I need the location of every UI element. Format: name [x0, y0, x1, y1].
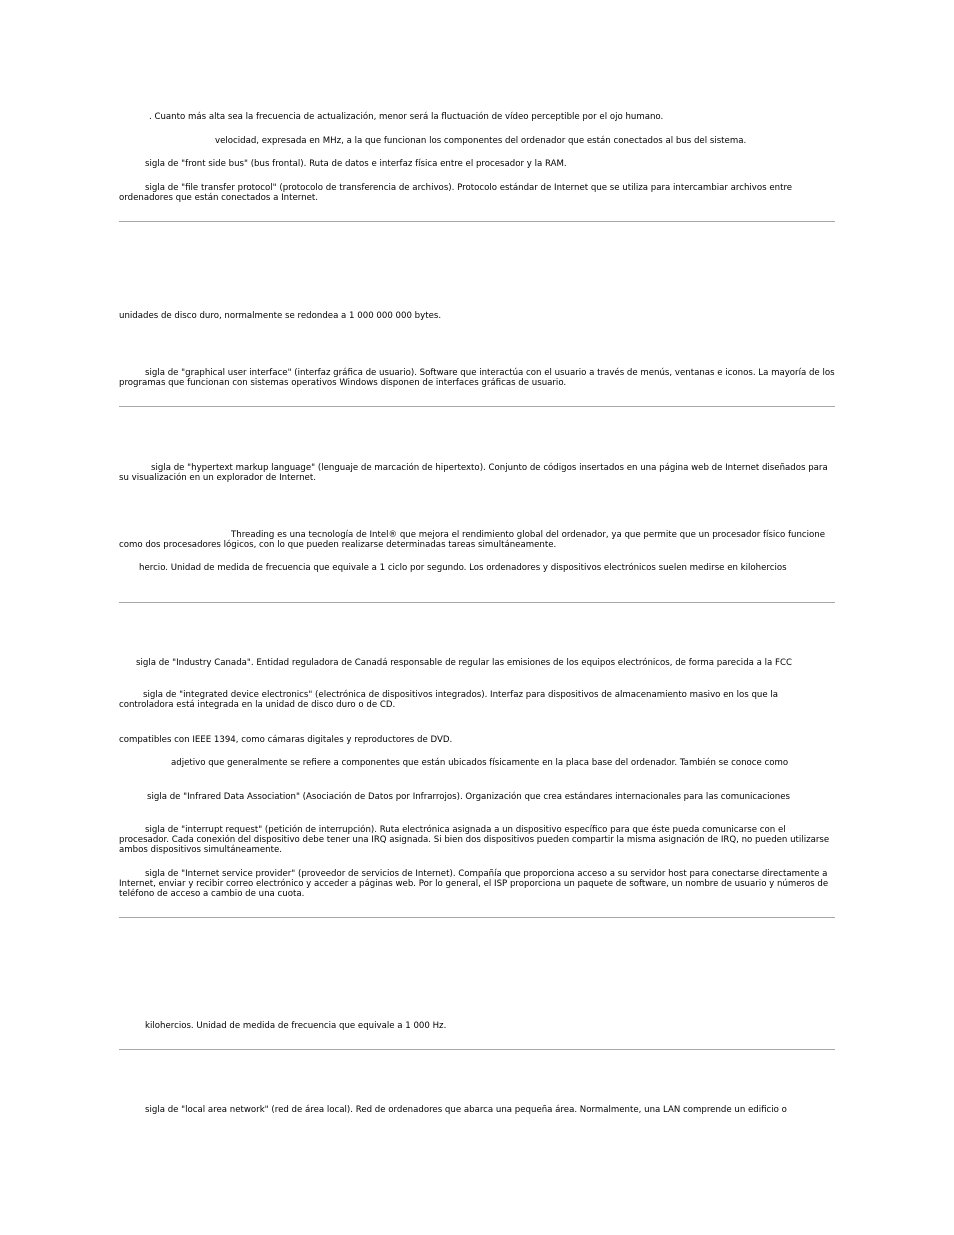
glossary-text: Cuanto más alta sea la frecuencia de actualización, menor será la fluctuación de vídeo perceptible por el ojo humano. — [154, 112, 664, 122]
glossary-entry-ieee-1394: compatibles con IEEE 1394, como cámaras digitales y reproductores de DVD. — [119, 735, 453, 745]
glossary-entry-khz: kilohercios. Unidad de medida de frecuencia que equivale a 1 000 Hz. — [145, 1021, 447, 1031]
section-divider — [119, 406, 835, 407]
glossary-entry-irda: sigla de "Infrared Data Association" (Asociación de Datos por Infrarrojos). Organización que crea estándares internacionales para las comunicaciones — [147, 792, 791, 802]
glossary-entry-gb: unidades de disco duro, normalmente se redondea a 1 000 000 000 bytes. — [119, 311, 442, 321]
glossary-entry-ide: sigla de "integrated device electronics" (electrónica de dispositivos integrados). Interfaz para dispositivos de almacenamiento masivo en los que la controladora está integrada en la unidad de disco duro o de CD. — [119, 690, 779, 711]
glossary-entry-hyper-threading: Threading es una tecnología de Intel® que mejora el rendimiento global del ordenador, ya que permite que un procesador físico funcione como dos procesadores lógicos, con lo que pueden realizarse determinadas tareas simultáneamente. — [119, 530, 826, 551]
glossary-entry-fsb: sigla de "front side bus" (bus frontal). Ruta de datos e interfaz física entre el procesador y la RAM. — [145, 159, 567, 169]
section-divider — [119, 602, 835, 603]
glossary-entry-gui: sigla de "graphical user interface" (interfaz gráfica de usuario). Software que interactúa con el usuario a través de menús, ventanas e iconos. La mayoría de los programas que funcionan con sistemas operativos Windows disponen de interfaces gráficas de usuario. — [119, 368, 835, 389]
glossary-entry-refresh-rate: . Cuanto más alta sea la frecuencia de actualización, menor será la fluctuación de vídeo perceptible por el ojo humano. — [149, 112, 664, 122]
section-divider — [119, 1049, 835, 1050]
glossary-entry-integrated: adjetivo que generalmente se refiere a componentes que están ubicados físicamente en la placa base del ordenador. También se conoce como — [171, 758, 789, 768]
glossary-entry-hz: hercio. Unidad de medida de frecuencia que equivale a 1 ciclo por segundo. Los ordenadores y dispositivos electrónicos suelen medirse en kilohercios — [139, 563, 787, 573]
glossary-entry-html: sigla de "hypertext markup language" (lenguaje de marcación de hipertexto). Conjunto de códigos insertados en una página web de Internet diseñados para su visualización en un explorador de Internet. — [119, 463, 828, 484]
glossary-entry-ftp: sigla de "file transfer protocol" (protocolo de transferencia de archivos). Protocolo estándar de Internet que se utiliza para intercambiar archivos entre ordenadores que están conectados a Internet. — [119, 183, 793, 204]
glossary-entry-isp: sigla de "Internet service provider" (proveedor de servicios de Internet). Compañía que proporciona acceso a su servidor host para conectarse directamente a Internet, enviar y recibir correo electrónico y acceder a páginas web. Por lo general, el ISP proporciona un paquete de software, un nombre de usuario y números de teléfono de acceso a cambio de una cuota. — [119, 869, 829, 900]
glossary-entry-ic: sigla de "Industry Canada". Entidad reguladora de Canadá responsable de regular las emisiones de los equipos electrónicos, de forma parecida a la FCC — [136, 658, 792, 668]
glossary-entry-lan: sigla de "local area network" (red de área local). Red de ordenadores que abarca una pequeña área. Normalmente, una LAN comprende un edificio o — [145, 1105, 787, 1115]
glossary-entry-irq: sigla de "interrupt request" (petición de interrupción). Ruta electrónica asignada a un dispositivo específico para que éste pueda comunicarse con el procesador. Cada conexión del dispositivo debe tener una IRQ asignada. Si bien dos dispositivos pueden compartir la misma asignación de IRQ, no pueden utilizarse ambos dispositivos simultáneamente. — [119, 825, 830, 856]
section-divider — [119, 221, 835, 222]
glossary-entry-fsb-speed: velocidad, expresada en MHz, a la que funcionan los componentes del ordenador que están conectados al bus del sistema. — [215, 136, 747, 146]
section-divider — [119, 917, 835, 918]
